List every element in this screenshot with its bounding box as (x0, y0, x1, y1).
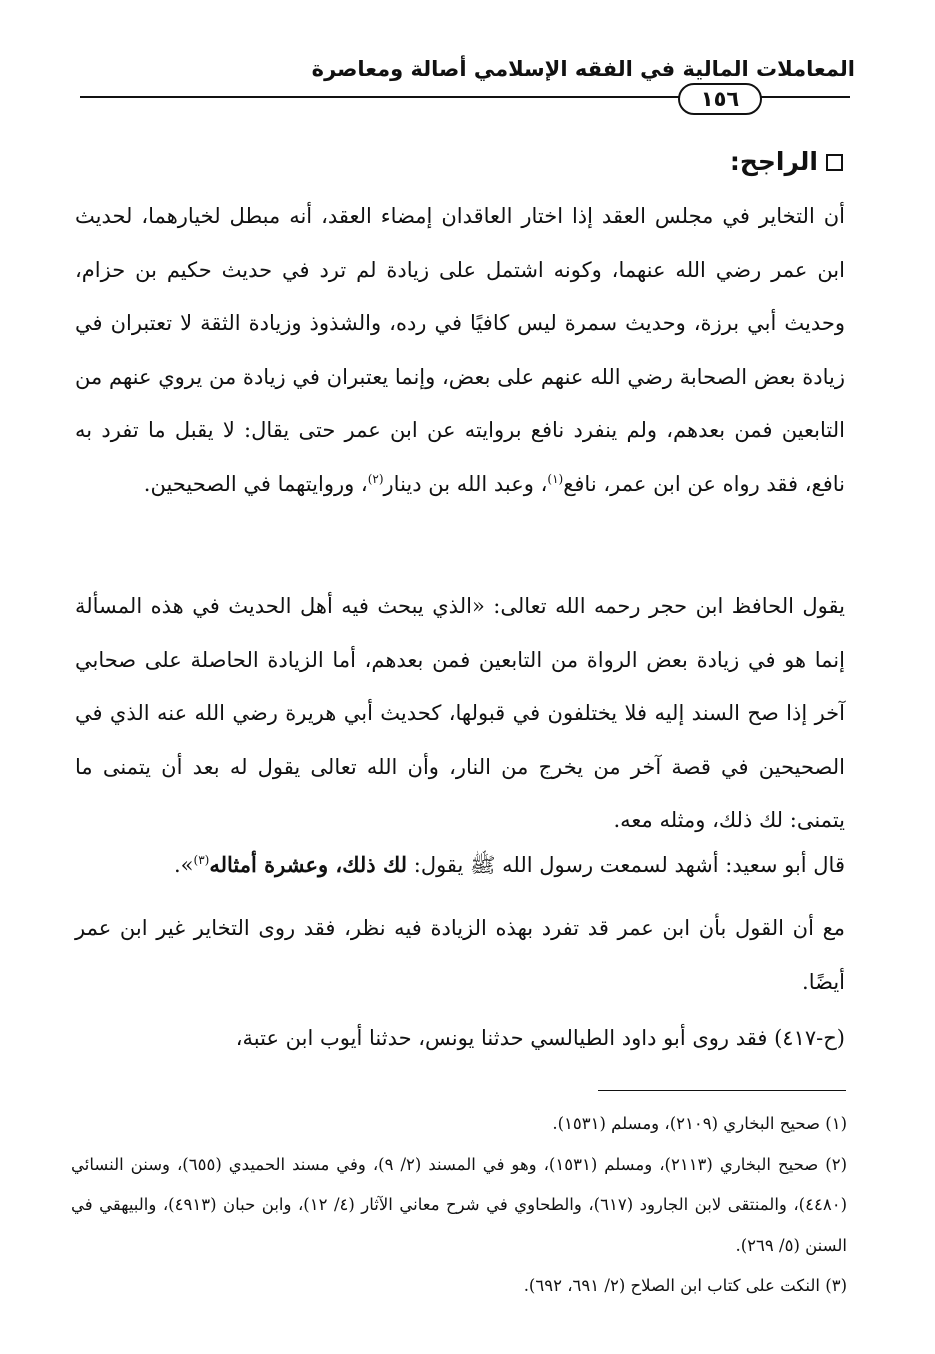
paragraph-text: يقول الحافظ ابن حجر رحمه الله تعالى: «الذي يبحث فيه أهل الحديث في هذه المسألة إنما هو في زيادة بعض الرواة من التابعين فمن بعدهم، أما الزيادة الحاصلة على صحابي آخر إذا صح السند إليه فلا يختلفون في قبولها، كحديث أبي هريرة رضي الله عنه الذي في الصحيحين في قصة آخر من يخرج من النار، وأن الله تعالى يقول له بعد أن يتمنى ما يتمنى: لك ذلك، ومثله معه. (75, 594, 845, 832)
paragraph-text: (ح-٤١٧) فقد روى أبو داود الطيالسي حدثنا يونس، حدثنا أيوب ابن عتبة، (235, 1026, 845, 1050)
paragraph-ibn-hajar-quote (75, 580, 845, 848)
footnote-separator (598, 1090, 846, 1091)
running-header-title: المعاملات المالية في الفقه الإسلامي أصالة ومعاصرة (311, 57, 855, 81)
page-number-badge: ١٥٦ (678, 83, 762, 115)
hadith-bold-text: لك ذلك، وعشرة أمثاله (209, 852, 408, 877)
paragraph-text: مع أن القول بأن ابن عمر قد تفرد بهذه الزيادة فيه نظر، فقد روى التخاير غير ابن عمر أيضًا. (75, 916, 845, 994)
section-heading-label: الراجح: (729, 147, 818, 176)
footnotes (71, 1104, 847, 1307)
footnote-ref-1[interactable]: (١) (547, 471, 564, 486)
paragraph-abu-said (75, 838, 845, 893)
checkbox-icon (826, 154, 843, 171)
paragraph-text: قال أبو سعيد: أشهد لسمعت رسول الله ﷺ يقول: (413, 853, 845, 877)
footnote-1: (١) صحيح البخاري (٢١٠٩)، ومسلم (١٥٣١). (552, 1114, 847, 1133)
section-heading (730, 146, 843, 178)
paragraph-text: ، وروايتهما في الصحيحين. (143, 471, 368, 496)
paragraph-text: ». (173, 853, 194, 877)
paragraph-preponderant-opinion (75, 190, 845, 511)
paragraph-hadith-417 (75, 1012, 845, 1066)
paragraph-ibn-umar-note (75, 902, 845, 1009)
paragraph-text: ، وعبد الله بن دينار (383, 471, 548, 496)
footnote-2: (٢) صحيح البخاري (٢١١٣)، ومسلم (١٥٣١)، وهو في المسند (٢/ ٩)، وفي مسند الحميدي (٦٥٥)، وسنن النسائي (٤٤٨٠)، والمنتقى لابن الجارود (٦١٧)، والطحاوي في شرح معاني الآثار (٤/ ١٢)، وابن حبان (٤٩١٣)، والبيهقي في السنن (٥/ ٢٦٩). (71, 1154, 848, 1255)
footnote-ref-3[interactable]: (٣) (193, 853, 210, 867)
footnote-3: (٣) النكت على كتاب ابن الصلاح (٢/ ٦٩١، ٦٩٢). (523, 1276, 847, 1295)
paragraph-text: أن التخاير في مجلس العقد إذا اختار العاقدان إمضاء العقد، أنه مبطل لخيارهما، لحديث ابن عمر رضي الله عنهما، وكونه اشتمل على زيادة لم ترد في حديث حكيم بن حزام، وحديث أبي برزة، وحديث سمرة ليس كافيًا في رده، والشذوذ وزيادة الثقة لا تعتبران في زيادة بعض الصحابة رضي الله عنهم على بعض، وإنما يعتبران في زيادة من يروي عنهم من التابعين فمن بعدهم، ولم ينفرد نافع بروايته عن ابن عمر حتى يقال: لا يقبل ما تفرد به نافع، فقد رواه عن ابن عمر، نافع (75, 204, 845, 496)
footnote-ref-2[interactable]: (٢) (367, 471, 384, 486)
